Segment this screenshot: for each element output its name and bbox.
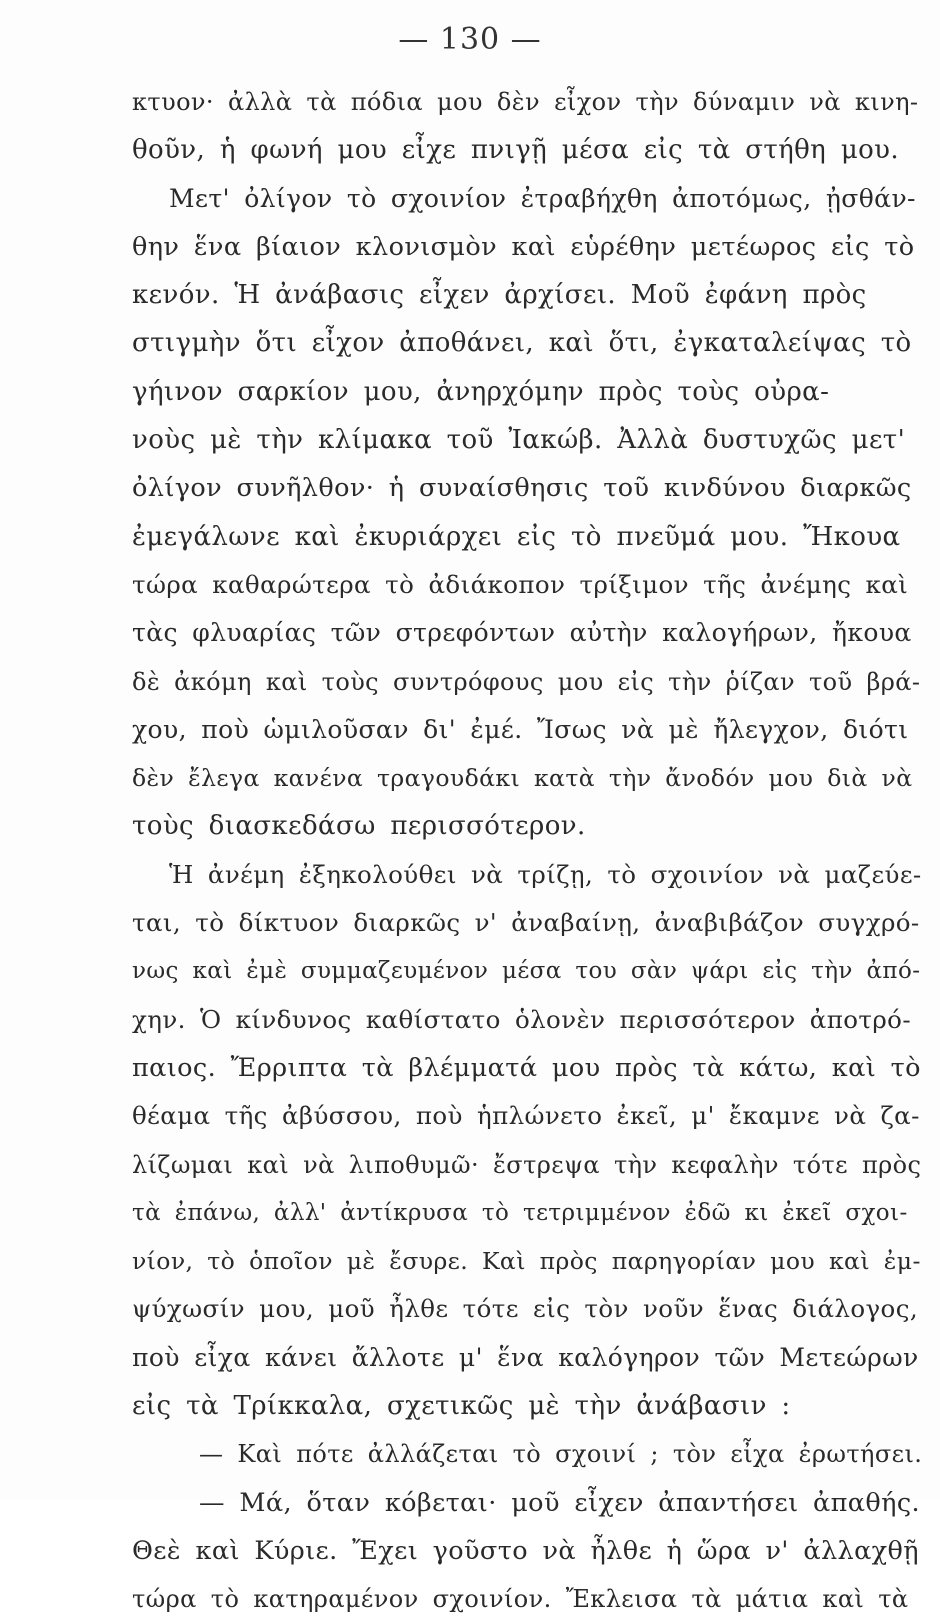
- text-line: θέαμα τῆς ἀβύσσου, ποὺ ἡπλώνετο ἐκεῖ, μ' ἔκαμνε νὰ ζα-: [132, 1101, 920, 1131]
- text-line: θοῦν, ἡ φωνή μου εἶχε πνιγῇ μέσα εἰς τὰ στήθη μου.: [132, 135, 900, 166]
- text-line: ἐμεγάλωνε καὶ ἐκυριάρχει εἰς τὸ πνεῦμά μου. Ἤκουα: [132, 521, 901, 552]
- text-line: δὲν ἔλεγα κανένα τραγουδάκι κατὰ τὴν ἄνοδόν μου διὰ νὰ: [132, 764, 913, 793]
- text-line: τοὺς διασκεδάσω περισσότερον.: [132, 811, 586, 842]
- text-line: εἰς τὰ Τρίκκαλα, σχετικῶς μὲ τὴν ἀνάβασιν :: [132, 1391, 791, 1422]
- text-line: κενόν. Ἡ ἀνάβασις εἶχεν ἀρχίσει. Μοῦ ἐφάνη πρὸς: [132, 280, 867, 311]
- text-line: Θεὲ καὶ Κύριε. Ἔχει γοῦστο νὰ ἦλθε ἡ ὥρα ν' ἀλλαχθῇ: [132, 1535, 919, 1566]
- text-line: χου, ποὺ ὡμιλοῦσαν δι' ἐμέ. Ἴσως νὰ μὲ ἤλεγχον, διότι: [132, 714, 909, 744]
- page-number: — 130 —: [398, 22, 542, 57]
- text-line: Ἡ ἀνέμη ἐξηκολούθει νὰ τρίζῃ, τὸ σχοινίον νὰ μαζεύε-: [169, 859, 922, 889]
- text-line: χην. Ὁ κίνδυνος καθίστατο ὁλονὲν περισσότερον ἀποτρό-: [132, 1004, 911, 1034]
- text-line: τώρα καθαρώτερα τὸ ἀδιάκοπον τρίξιμον τῆς ἀνέμης καὶ: [132, 569, 909, 599]
- text-line: ψύχωσίν μου, μοῦ ἦλθε τότε εἰς τὸν νοῦν ἕνας διάλογος,: [132, 1294, 919, 1324]
- text-line: λίζωμαι καὶ νὰ λιποθυμῶ· ἔστρεψα τὴν κεφαλὴν τότε πρὸς: [132, 1150, 922, 1179]
- text-line: ται, τὸ δίκτυον διαρκῶς ν' ἀναβαίνῃ, ἀναβιβάζον συγχρό-: [132, 908, 920, 938]
- text-line: γήινον σαρκίον μου, ἀνηρχόμην πρὸς τοὺς οὐρα-: [132, 376, 830, 407]
- text-line: τώρα τὸ κατηραμένον σχοινίον. Ἔκλεισα τὰ μάτια καὶ τὰ: [132, 1585, 909, 1614]
- text-line: ὀλίγον συνῆλθον· ἡ συναίσθησις τοῦ κινδύνου διαρκῶς: [132, 473, 912, 504]
- text-line: νως καὶ ἐμὲ συμμαζευμένον μέσα του σὰν ψάρι εἰς τὴν ἀπό-: [132, 958, 921, 985]
- text-line: νίον, τὸ ὁποῖον μὲ ἔσυρε. Καὶ πρὸς παρηγορίαν μου καὶ ἐμ-: [132, 1247, 921, 1276]
- text-line: ποὺ εἶχα κάνει ἄλλοτε μ' ἕνα καλόγηρον τῶν Μετεώρων: [132, 1342, 919, 1372]
- dialogue-line: — Καὶ πότε ἀλλάζεται τὸ σχοινί ; τὸν εἶχα ἐρωτήσει.: [199, 1440, 922, 1469]
- text-line: στιγμὴν ὅτι εἶχον ἀποθάνει, καὶ ὅτι, ἐγκαταλείψας τὸ: [132, 328, 912, 359]
- text-line: νοὺς μὲ τὴν κλίμακα τοῦ Ἰακώβ. Ἀλλὰ δυστυχῶς μετ': [132, 425, 906, 456]
- text-line: θην ἕνα βίαιον κλονισμὸν καὶ εὑρέθην μετέωρος εἰς τὸ: [132, 231, 915, 262]
- text-line: κτυον· ἀλλὰ τὰ πόδια μου δὲν εἶχον τὴν δύναμιν νὰ κινη-: [132, 88, 919, 116]
- body-text: [132, 78, 922, 1624]
- text-line: παιος. Ἔρριπτα τὰ βλέμματά μου πρὸς τὰ κάτω, καὶ τὸ: [132, 1052, 921, 1083]
- text-line: τὰ ἐπάνω, ἀλλ' ἀντίκρυσα τὸ τετριμμένον ἐδῶ κι ἐκεῖ σχοι-: [132, 1199, 908, 1226]
- dialogue-line: — Μά, ὅταν κόβεται· μοῦ εἶχεν ἀπαντήσει ἀπαθής.: [199, 1487, 921, 1518]
- text-line: δὲ ἀκόμη καὶ τοὺς συντρόφους μου εἰς τὴν ῥίζαν τοῦ βρά-: [132, 667, 921, 696]
- text-line: τὰς φλυαρίας τῶν στρεφόντων αὐτὴν καλογήρων, ἤκουα: [132, 618, 912, 648]
- text-line: Μετ' ὀλίγον τὸ σχοινίον ἐτραβήχθη ἀποτόμως, ᾐσθάν-: [169, 183, 916, 213]
